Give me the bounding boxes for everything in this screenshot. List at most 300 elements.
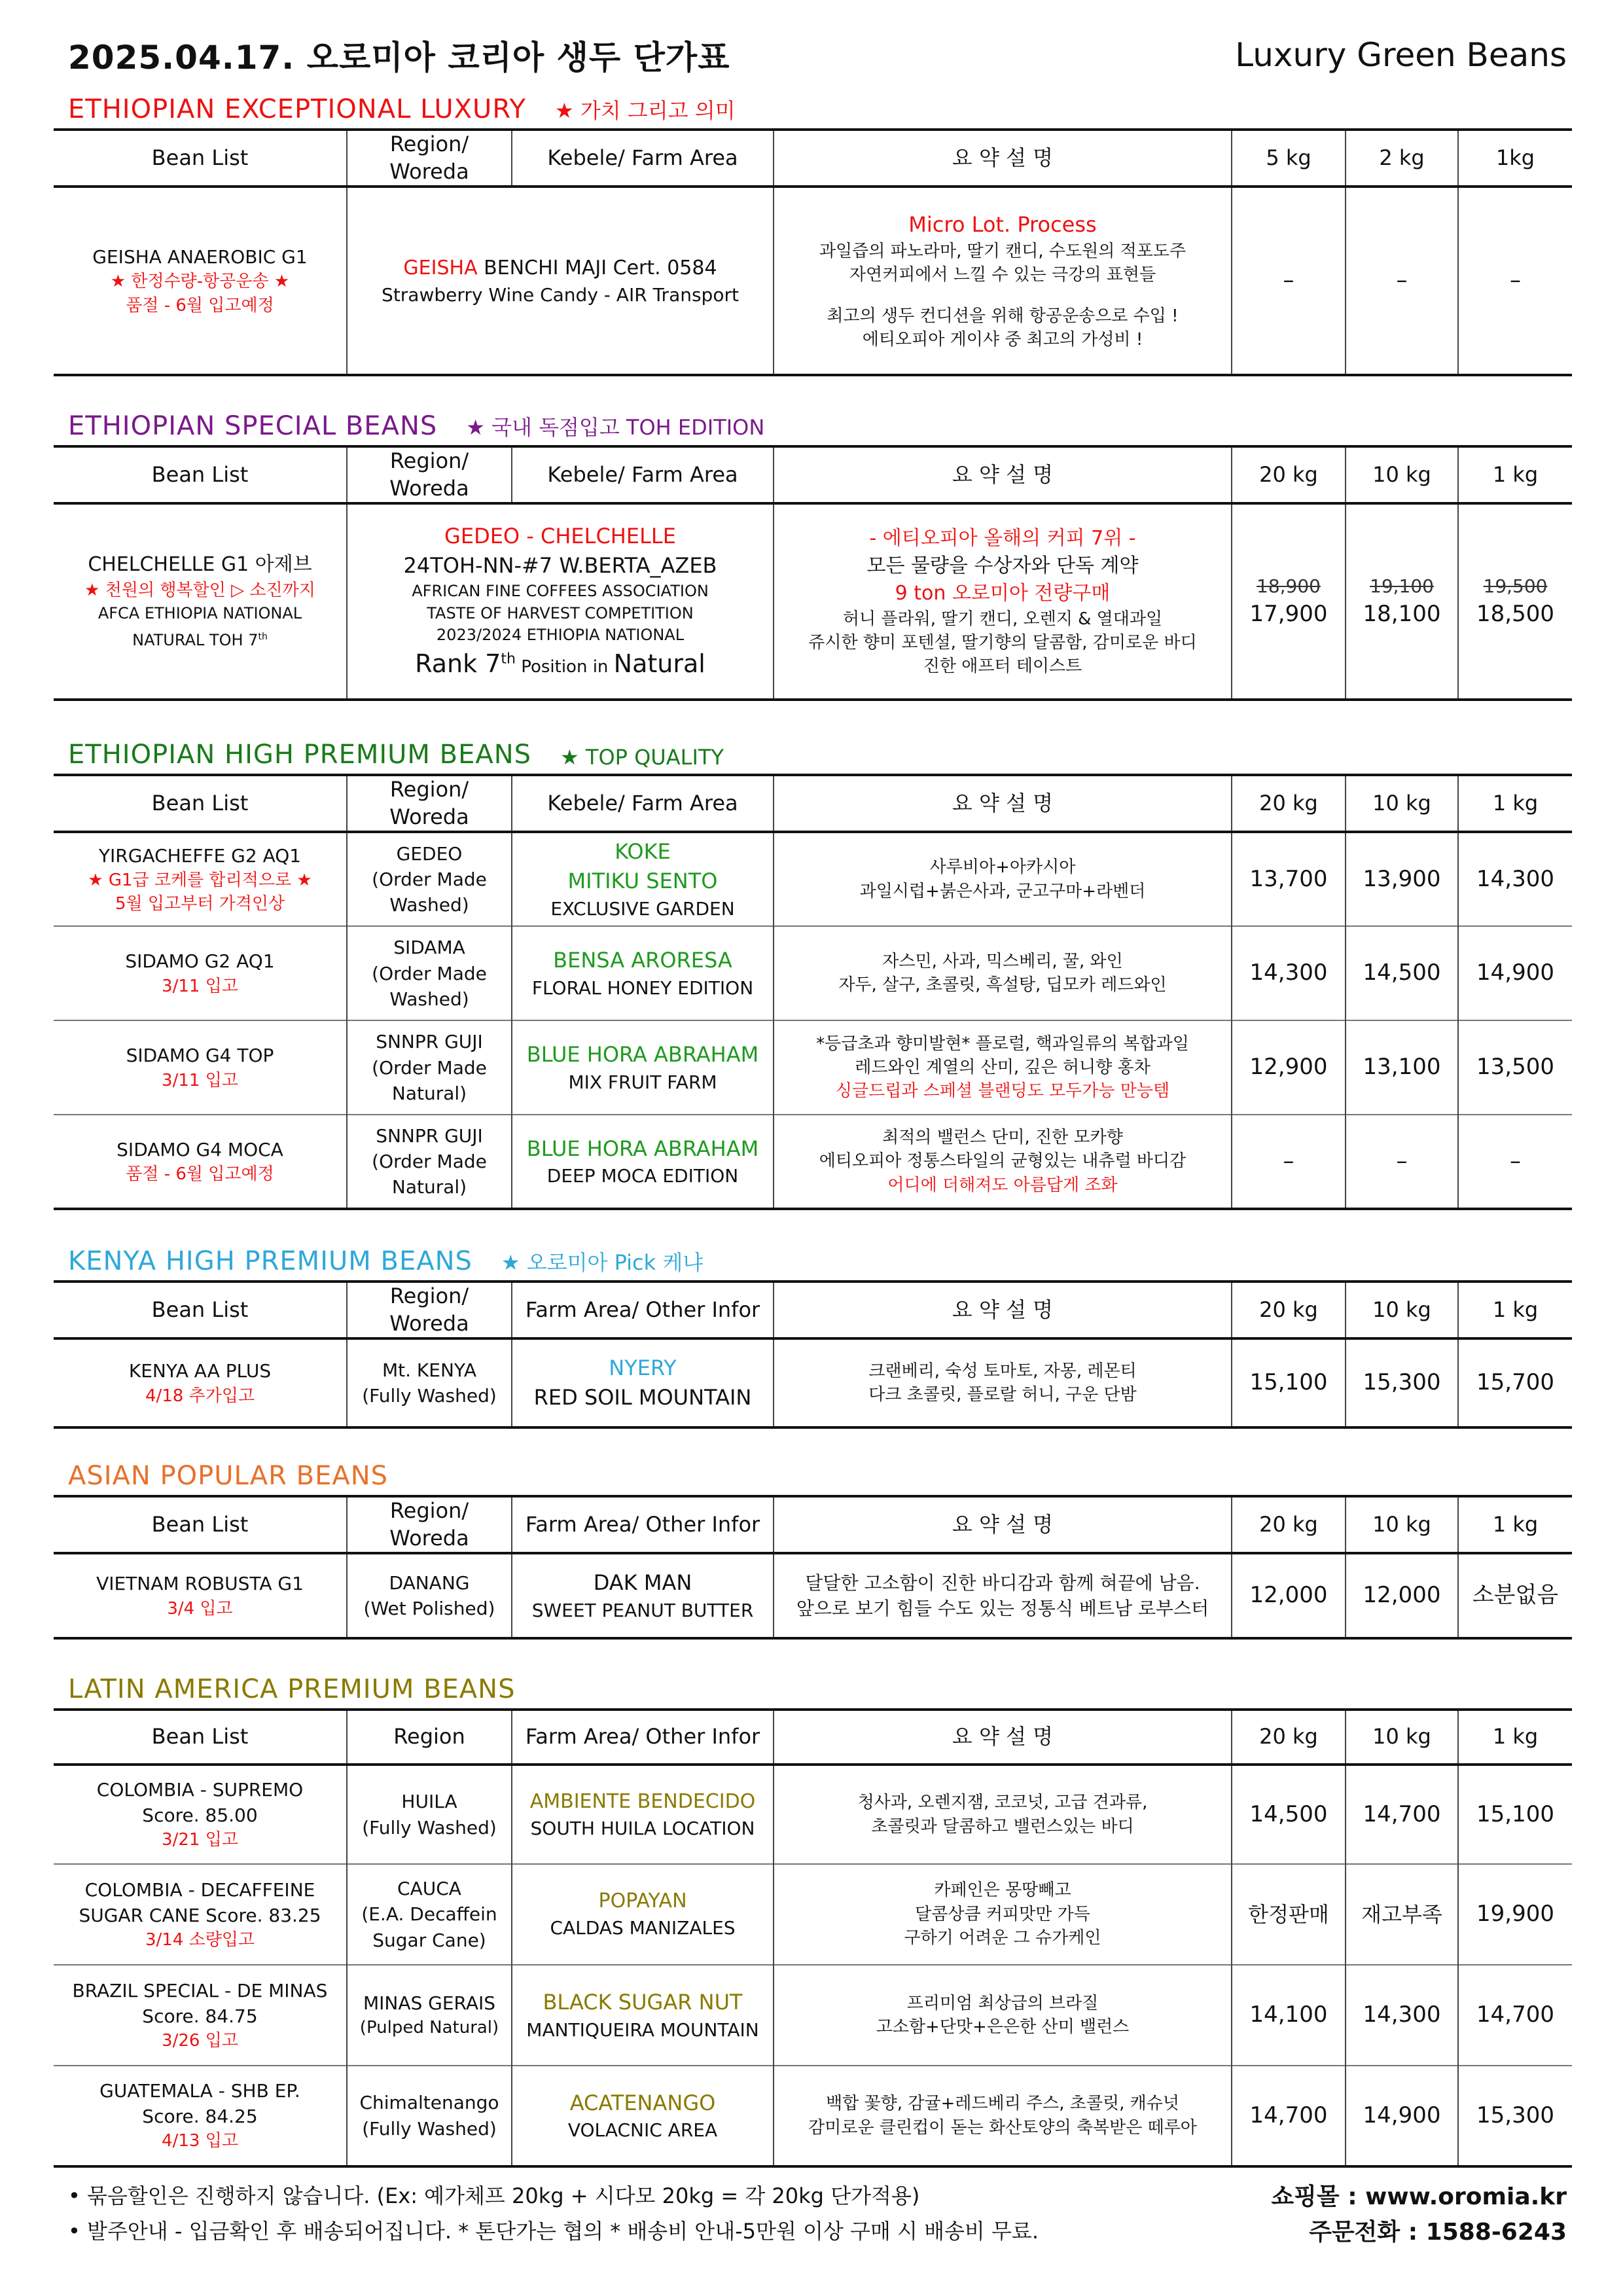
table-row	[54, 1020, 1572, 1115]
desc-line: 청사과, 오렌지잼, 코코넛, 고급 견과류,	[857, 1793, 1148, 1813]
region-name: GEDEO	[396, 842, 463, 865]
col-region: Region	[347, 1710, 512, 1765]
summary-cell	[774, 1115, 1232, 1209]
bean-score: SUGAR CANE Score. 83.25	[79, 1904, 321, 1926]
footer-note-discount: • 묶음할인은 진행하지 않습니다. (Ex: 예가체프 20kg + 시다모 20kg = 각 20kg 단가적용)	[68, 2183, 920, 2208]
section-note: ★ 가치 그리고 의미	[555, 98, 736, 123]
old-price: 19,100	[1370, 575, 1434, 597]
price-1kg: 13,500	[1458, 1020, 1572, 1115]
price-1kg: 19,900	[1458, 1864, 1572, 1965]
bean-name: SIDAMO G4 MOCA	[116, 1138, 283, 1160]
bean-score: Score. 84.25	[142, 2106, 258, 2128]
new-price: 18,100	[1363, 600, 1441, 627]
section-header	[54, 737, 1572, 774]
bean-name: COLOMBIA - SUPREMO	[96, 1779, 304, 1801]
col-bean-list: Bean List	[54, 130, 347, 187]
price-table	[54, 1280, 1572, 1429]
desc-line: 초콜릿과 달콤하고 밸런스있는 바디	[871, 1816, 1134, 1837]
price-10kg: 12,000	[1346, 1553, 1458, 1638]
price-10kg: 14,900	[1346, 2066, 1458, 2166]
farm-cell	[512, 1020, 774, 1115]
col-farm: Kebele/ Farm Area	[512, 775, 774, 832]
price-10kg: 13,900	[1346, 832, 1458, 926]
table-row	[54, 1765, 1572, 1864]
desc-line: 싱글드립과 스페셜 블랜딩도 모두가능 만능템	[835, 1081, 1170, 1102]
desc-line: 백합 꽃향, 감귤+레드베리 주스, 초콜릿, 캐슈넛	[826, 2094, 1179, 2114]
farm-name: DAK MAN	[593, 1570, 692, 1596]
bean-status: 품절 - 6월 입고예정	[126, 1164, 274, 1185]
farm-name: BENSA ARORESA	[553, 948, 732, 973]
section-ethiopian-exceptional	[54, 92, 1572, 376]
col-20kg: 20 kg	[1232, 1282, 1346, 1338]
col-farm: Farm Area/ Other Infor	[512, 1282, 774, 1338]
bean-cell	[54, 1864, 347, 1965]
desc-line: *등급초과 향미발현* 플로럴, 핵과일류의 복합과일	[816, 1033, 1189, 1054]
rank-text: Rank 7	[415, 649, 501, 678]
section-header	[54, 1672, 1572, 1708]
col-1kg: 1kg	[1458, 130, 1572, 187]
desc-line: 과일시럽+붉은사과, 군고구마+라벤더	[859, 881, 1146, 901]
new-price: 17,900	[1249, 600, 1328, 627]
section-note: ★ TOP QUALITY	[560, 745, 724, 770]
bean-name: CHELCHELLE G1 아제브	[88, 553, 312, 577]
farm-edition: EXCLUSIVE GARDEN	[550, 897, 735, 920]
col-20kg: 20 kg	[1232, 446, 1346, 503]
farm-cell	[347, 503, 774, 700]
footer-note-order: • 발주안내 - 입금확인 후 배송되어집니다. * 톤단가는 협의 * 배송비 안내-5만원 이상 구매 시 배송비 무료.	[68, 2219, 1039, 2244]
section-header	[54, 1458, 1572, 1495]
price-1kg: 14,300	[1458, 832, 1572, 926]
page-header	[68, 29, 1567, 81]
region-name: CAUCA	[397, 1878, 461, 1900]
bean-note: ★ 한정수량-항공운송 ★	[110, 272, 290, 292]
section-ethiopian-special	[54, 408, 1572, 701]
bean-name: GUATEMALA - SHB EP.	[99, 2080, 300, 2102]
col-10kg: 10 kg	[1346, 446, 1458, 503]
price-10kg	[1346, 503, 1458, 700]
col-bean-list: Bean List	[54, 446, 347, 503]
bean-status: 4/18 추가입고	[145, 1386, 255, 1406]
col-20kg: 20 kg	[1232, 1710, 1346, 1765]
section-asian	[54, 1458, 1572, 1640]
col-10kg: 10 kg	[1346, 1710, 1458, 1765]
farm-edition: SWEET PEANUT BUTTER	[531, 1599, 754, 1621]
col-summary: 요 약 설 명	[774, 1282, 1232, 1338]
farm-region: GEDEO - CHELCHELLE	[444, 524, 676, 549]
rank-sup: th	[501, 651, 516, 668]
desc-line: 에티오피아 정통스타일의 균형있는 내츄럴 바디감	[819, 1151, 1186, 1172]
farm-cell	[512, 832, 774, 926]
region-process2: Washed)	[389, 988, 469, 1010]
price-1kg: 15,100	[1458, 1765, 1572, 1864]
region-process2: Natural)	[391, 1082, 467, 1104]
farm-name: AMBIENTE BENDECIDO	[529, 1789, 756, 1813]
region-process2: Washed)	[389, 894, 469, 916]
desc-line: 자스민, 사과, 믹스베리, 꿀, 와인	[882, 951, 1123, 971]
bean-status: 3/11 입고	[162, 1070, 238, 1090]
price-1kg	[1458, 503, 1572, 700]
price-20kg: 12,000	[1232, 1553, 1346, 1638]
farm-cell	[512, 1553, 774, 1638]
summary-cell	[774, 926, 1232, 1020]
price-table	[54, 445, 1572, 701]
bean-score: Score. 84.75	[142, 2005, 258, 2027]
price-20kg: 14,500	[1232, 1765, 1346, 1864]
region-name: SIDAMA	[393, 937, 465, 959]
summary-cell	[774, 1020, 1232, 1115]
price-20kg: –	[1232, 1115, 1346, 1209]
bean-status: 품절 - 6월 입고예정	[126, 295, 274, 315]
section-title: KENYA HIGH PREMIUM BEANS	[68, 1246, 473, 1276]
summary-cell	[774, 832, 1232, 926]
region-name: DANANG	[389, 1572, 470, 1594]
col-bean-list: Bean List	[54, 1282, 347, 1338]
section-note: ★ 국내 독점입고 TOH EDITION	[466, 415, 765, 440]
price-10kg: 재고부족	[1346, 1864, 1458, 1965]
col-farm: Kebele/ Farm Area	[512, 130, 774, 187]
farm-edition: MANTIQUEIRA MOUNTAIN	[526, 2018, 759, 2041]
desc-line: 사루비아+아카시아	[929, 857, 1076, 878]
bean-name: SIDAMO G4 TOP	[126, 1045, 274, 1067]
old-price: 19,500	[1483, 575, 1548, 597]
desc-line: 최고의 생두 컨디션을 위해 항공운송으로 수입 !	[827, 306, 1179, 326]
price-1kg: 14,700	[1458, 1965, 1572, 2066]
farm-name: NYERY	[609, 1355, 677, 1381]
region-cell	[347, 832, 512, 926]
section-title: ETHIOPIAN SPECIAL BEANS	[68, 411, 438, 441]
table-row	[54, 1553, 1572, 1638]
rank-process: Natural	[613, 649, 705, 678]
shop-url[interactable]: 쇼핑몰 : www.oromia.kr	[1271, 2183, 1567, 2210]
price-10kg: 14,700	[1346, 1765, 1458, 1864]
col-1kg: 1 kg	[1458, 1282, 1572, 1338]
price-table	[54, 128, 1572, 376]
region-process: (Order Made	[372, 962, 487, 984]
desc-line: 카페인은 몽땅빼고	[934, 1880, 1071, 1901]
bean-status: 3/26 입고	[162, 2030, 238, 2051]
farm-edition: SOUTH HUILA LOCATION	[530, 1817, 755, 1839]
region-cell	[347, 1020, 512, 1115]
region-cell	[347, 1864, 512, 1965]
col-5kg: 5 kg	[1232, 130, 1346, 187]
summary-cell	[774, 1864, 1232, 1965]
desc-line: 모든 물량을 수상자와 단독 계약	[866, 554, 1139, 577]
farm-cert: BENCHI MAJI Cert. 0584	[477, 256, 717, 279]
farm-name: BLACK SUGAR NUT	[543, 1990, 743, 2015]
page-footer	[68, 2177, 1567, 2248]
bean-cell	[54, 2066, 347, 2166]
bean-status: 5월 입고부터 가격인상	[115, 894, 285, 914]
price-10kg: 14,500	[1346, 926, 1458, 1020]
region-cell	[347, 2066, 512, 2166]
desc-line: 앞으로 보기 힘들 수도 있는 정통식 베트남 로부스터	[796, 1598, 1209, 1620]
summary-cell	[774, 1338, 1232, 1427]
price-20kg: 12,900	[1232, 1020, 1346, 1115]
desc-line: 진한 애프터 테이스트	[923, 656, 1082, 677]
col-summary: 요 약 설 명	[774, 1496, 1232, 1553]
summary-cell	[774, 187, 1232, 375]
price-20kg: 15,100	[1232, 1338, 1346, 1427]
farm-name: KOKE	[615, 839, 671, 865]
farm-edition: DEEP MOCA EDITION	[546, 1165, 739, 1187]
region-cell	[347, 1115, 512, 1209]
page-subtitle: Luxury Green Beans	[1235, 36, 1567, 74]
region-process: (E.A. Decaffein	[361, 1903, 497, 1926]
farm-cell	[512, 1965, 774, 2066]
bean-name: KENYA AA PLUS	[128, 1360, 272, 1382]
region-name: Mt. KENYA	[382, 1359, 477, 1381]
col-1kg: 1 kg	[1458, 1496, 1572, 1553]
desc-line: 레드와인 계열의 산미, 깊은 허니향 홍차	[855, 1057, 1150, 1077]
bean-cell	[54, 187, 347, 375]
region-cell	[347, 1338, 512, 1427]
desc-line: Micro Lot. Process	[908, 212, 1097, 237]
old-price: 18,900	[1257, 575, 1321, 597]
table-row	[54, 1864, 1572, 1965]
farm-lot: 24TOH-NN-#7 W.BERTA_AZEB	[403, 553, 717, 579]
rank-suffix: th	[258, 632, 268, 643]
farm-name: BLUE HORA ABRAHAM	[526, 1042, 759, 1067]
desc-line: 프리미엄 최상급의 브라질	[906, 1993, 1099, 2013]
price-1kg: 15,700	[1458, 1338, 1572, 1427]
col-20kg: 20 kg	[1232, 1496, 1346, 1553]
farm-name: ACATENANGO	[569, 2090, 716, 2115]
region-process2: Sugar Cane)	[372, 1929, 486, 1951]
farm-highlight: GEISHA	[403, 256, 478, 279]
region-name: HUILA	[401, 1791, 457, 1813]
price-10kg: 15,300	[1346, 1338, 1458, 1427]
col-1kg: 1 kg	[1458, 446, 1572, 503]
bean-award: AFCA ETHIOPIA NATIONAL	[98, 603, 302, 622]
col-20kg: 20 kg	[1232, 775, 1346, 832]
bean-note: ★ G1급 코케를 합리적으로 ★	[88, 870, 312, 890]
col-region: Region/ Woreda	[347, 1496, 512, 1553]
bean-status: 4/13 입고	[162, 2131, 238, 2151]
desc-line: 허니 플라워, 딸기 캔디, 오렌지 & 열대과일	[842, 609, 1163, 629]
price-20kg: 14,700	[1232, 2066, 1346, 2166]
farm-name2: MITIKU SENTO	[567, 869, 718, 894]
price-20kg	[1232, 503, 1346, 700]
region-process: (Wet Polished)	[363, 1598, 495, 1620]
farm-competition: TASTE OF HARVEST COMPETITION	[427, 603, 694, 622]
desc-line: 달콤상큼 커피맛만 가득	[915, 1904, 1090, 1924]
region-process: (Order Made	[372, 869, 487, 891]
price-table	[54, 1495, 1572, 1640]
col-summary: 요 약 설 명	[774, 775, 1232, 832]
col-summary: 요 약 설 명	[774, 446, 1232, 503]
col-farm: Farm Area/ Other Infor	[512, 1710, 774, 1765]
desc-line: 쥬시한 향미 포텐셜, 딸기향의 달콤함, 감미로운 바디	[808, 632, 1197, 653]
farm-assoc: AFRICAN FINE COFFEES ASSOCIATION	[412, 582, 709, 600]
price-2kg: –	[1346, 187, 1458, 375]
bean-name: VIETNAM ROBUSTA G1	[96, 1573, 304, 1595]
farm-detail: Strawberry Wine Candy - AIR Transport	[382, 283, 739, 306]
bean-cell	[54, 1553, 347, 1638]
bean-cell	[54, 1965, 347, 2066]
desc-line: 크랜베리, 숙성 토마토, 자몽, 레몬티	[868, 1361, 1137, 1381]
bean-cell	[54, 1765, 347, 1864]
bean-cell	[54, 503, 347, 700]
col-10kg: 10 kg	[1346, 1282, 1458, 1338]
farm-cell	[512, 1338, 774, 1427]
price-1kg: –	[1458, 187, 1572, 375]
farm-cell	[347, 187, 774, 375]
region-cell	[347, 1553, 512, 1638]
farm-edition: FLORAL HONEY EDITION	[531, 977, 754, 999]
bean-cell	[54, 1115, 347, 1209]
price-1kg: 14,900	[1458, 926, 1572, 1020]
price-10kg: 14,300	[1346, 1965, 1458, 2066]
region-process: (Order Made	[372, 1151, 487, 1173]
bean-cell	[54, 926, 347, 1020]
desc-line: 자연커피에서 느낄 수 있는 극강의 표현들	[849, 265, 1156, 285]
price-20kg: 한정판매	[1232, 1864, 1346, 1965]
desc-line: 에티오피아 게이샤 중 최고의 가성비 !	[862, 329, 1143, 350]
bean-name: BRAZIL SPECIAL - DE MINAS	[72, 1979, 328, 2001]
col-farm: Kebele/ Farm Area	[512, 446, 774, 503]
farm-edition: CALDAS MANIZALES	[550, 1917, 736, 1939]
region-process: (Fully Washed)	[362, 1385, 497, 1407]
bean-cell	[54, 832, 347, 926]
bean-name: SIDAMO G2 AQ1	[125, 950, 275, 973]
region-name: SNNPR GUJI	[376, 1124, 483, 1147]
section-header	[54, 92, 1572, 128]
summary-cell	[774, 1553, 1232, 1638]
col-region: Region/ Woreda	[347, 1282, 512, 1338]
order-phone[interactable]: 주문전화 : 1588-6243	[1309, 2218, 1567, 2246]
desc-line: 다크 초콜릿, 플로랄 허니, 구운 단밤	[868, 1385, 1137, 1405]
price-1kg: 소분없음	[1458, 1553, 1572, 1638]
desc-line: 어디에 더해져도 아름답게 조화	[887, 1175, 1118, 1195]
table-row	[54, 1115, 1572, 1209]
desc-line: 감미로운 클린컵이 돋는 화산토양의 축복받은 떼루아	[808, 2117, 1197, 2138]
desc-line: 과일즙의 파노라마, 딸기 캔디, 수도원의 적포도주	[819, 241, 1186, 261]
desc-line: - 에티오피아 올해의 커피 7위 -	[869, 526, 1136, 550]
col-bean-list: Bean List	[54, 775, 347, 832]
summary-cell	[774, 503, 1232, 700]
section-header	[54, 1244, 1572, 1280]
col-region: Region/ Woreda	[347, 775, 512, 832]
bean-cell	[54, 1020, 347, 1115]
table-row	[54, 503, 1572, 700]
table-row	[54, 832, 1572, 926]
col-farm: Farm Area/ Other Infor	[512, 1496, 774, 1553]
bean-name: COLOMBIA - DECAFFEINE	[84, 1878, 315, 1901]
col-1kg: 1 kg	[1458, 1710, 1572, 1765]
region-name: MINAS GERAIS	[363, 1992, 496, 2015]
region-process: (Order Made	[372, 1056, 487, 1079]
section-header	[54, 408, 1572, 445]
price-1kg: 15,300	[1458, 2066, 1572, 2166]
region-name: SNNPR GUJI	[376, 1031, 483, 1053]
region-cell	[347, 926, 512, 1020]
region-process2: Natural)	[391, 1176, 467, 1198]
farm-national: 2023/2024 ETHIOPIA NATIONAL	[436, 626, 685, 645]
col-10kg: 10 kg	[1346, 1496, 1458, 1553]
bean-score: Score. 85.00	[142, 1804, 258, 1827]
section-ethiopian-high-premium	[54, 737, 1572, 1210]
table-row	[54, 2066, 1572, 2166]
table-row	[54, 187, 1572, 375]
farm-cell	[512, 2066, 774, 2166]
new-price: 18,500	[1476, 600, 1554, 627]
section-title: ASIAN POPULAR BEANS	[68, 1461, 389, 1491]
col-2kg: 2 kg	[1346, 130, 1458, 187]
price-20kg: 13,700	[1232, 832, 1346, 926]
region-name: Chimaltenango	[359, 2092, 499, 2114]
price-10kg: –	[1346, 1115, 1458, 1209]
col-10kg: 10 kg	[1346, 775, 1458, 832]
bean-status: 3/11 입고	[162, 976, 238, 996]
farm-name: POPAYAN	[598, 1890, 687, 1913]
summary-cell	[774, 1765, 1232, 1864]
col-region: Region/ Woreda	[347, 446, 512, 503]
farm-edition: RED SOIL MOUNTAIN	[533, 1385, 752, 1410]
section-latin-america	[54, 1672, 1572, 2168]
region-process: (Pulped Natural)	[359, 2018, 499, 2038]
table-row	[54, 1965, 1572, 2066]
desc-line: 구하기 어려운 그 슈가케인	[904, 1928, 1101, 1948]
col-bean-list: Bean List	[54, 1710, 347, 1765]
bean-note: ★ 천원의 행복할인 ▷ 소진까지	[84, 581, 315, 601]
section-title: LATIN AMERICA PREMIUM BEANS	[68, 1674, 516, 1704]
bean-name: GEISHA ANAEROBIC G1	[92, 246, 308, 268]
region-cell	[347, 1765, 512, 1864]
bean-cell	[54, 1338, 347, 1427]
desc-line: 최적의 밸런스 단미, 진한 모카향	[882, 1128, 1123, 1148]
col-summary: 요 약 설 명	[774, 1710, 1232, 1765]
section-kenya	[54, 1244, 1572, 1429]
region-process: (Fully Washed)	[362, 2117, 497, 2140]
col-1kg: 1 kg	[1458, 775, 1572, 832]
rank-position: Position in	[515, 656, 614, 677]
farm-cell	[512, 1864, 774, 1965]
summary-cell	[774, 2066, 1232, 2166]
region-process: (Fully Washed)	[362, 1816, 497, 1839]
section-note: ★ 오로미아 Pick 케냐	[501, 1250, 704, 1275]
desc-line: 자두, 살구, 초콜릿, 흑설탕, 딥모카 레드와인	[838, 975, 1167, 996]
price-table	[54, 1708, 1572, 2168]
desc-line: 9 ton 오로미아 전량구매	[895, 581, 1111, 605]
summary-cell	[774, 1965, 1232, 2066]
bean-name: YIRGACHEFFE G2 AQ1	[98, 844, 302, 867]
farm-edition: MIX FRUIT FARM	[568, 1071, 717, 1093]
bean-award-rank: NATURAL TOH 7	[132, 631, 259, 650]
region-cell	[347, 1965, 512, 2066]
desc-line: 달달한 고소함이 진한 바디감과 함께 혀끝에 남음.	[805, 1572, 1200, 1594]
col-region: Region/ Woreda	[347, 130, 512, 187]
farm-name: BLUE HORA ABRAHAM	[526, 1136, 759, 1161]
table-row	[54, 926, 1572, 1020]
col-summary: 요 약 설 명	[774, 130, 1232, 187]
price-10kg: 13,100	[1346, 1020, 1458, 1115]
bean-status: 3/14 소량입고	[145, 1929, 255, 1950]
farm-cell	[512, 926, 774, 1020]
farm-cell	[512, 1115, 774, 1209]
farm-edition: VOLACNIC AREA	[567, 2119, 718, 2142]
bean-status: 3/4 입고	[167, 1598, 233, 1619]
bean-status: 3/21 입고	[162, 1830, 238, 1850]
page-title: 2025.04.17. 오로미아 코리아 생두 단가표	[68, 39, 730, 77]
price-5kg: –	[1232, 187, 1346, 375]
col-bean-list: Bean List	[54, 1496, 347, 1553]
price-table	[54, 774, 1572, 1210]
section-title: ETHIOPIAN HIGH PREMIUM BEANS	[68, 740, 532, 770]
table-row	[54, 1338, 1572, 1427]
price-20kg: 14,300	[1232, 926, 1346, 1020]
price-1kg: –	[1458, 1115, 1572, 1209]
price-20kg: 14,100	[1232, 1965, 1346, 2066]
